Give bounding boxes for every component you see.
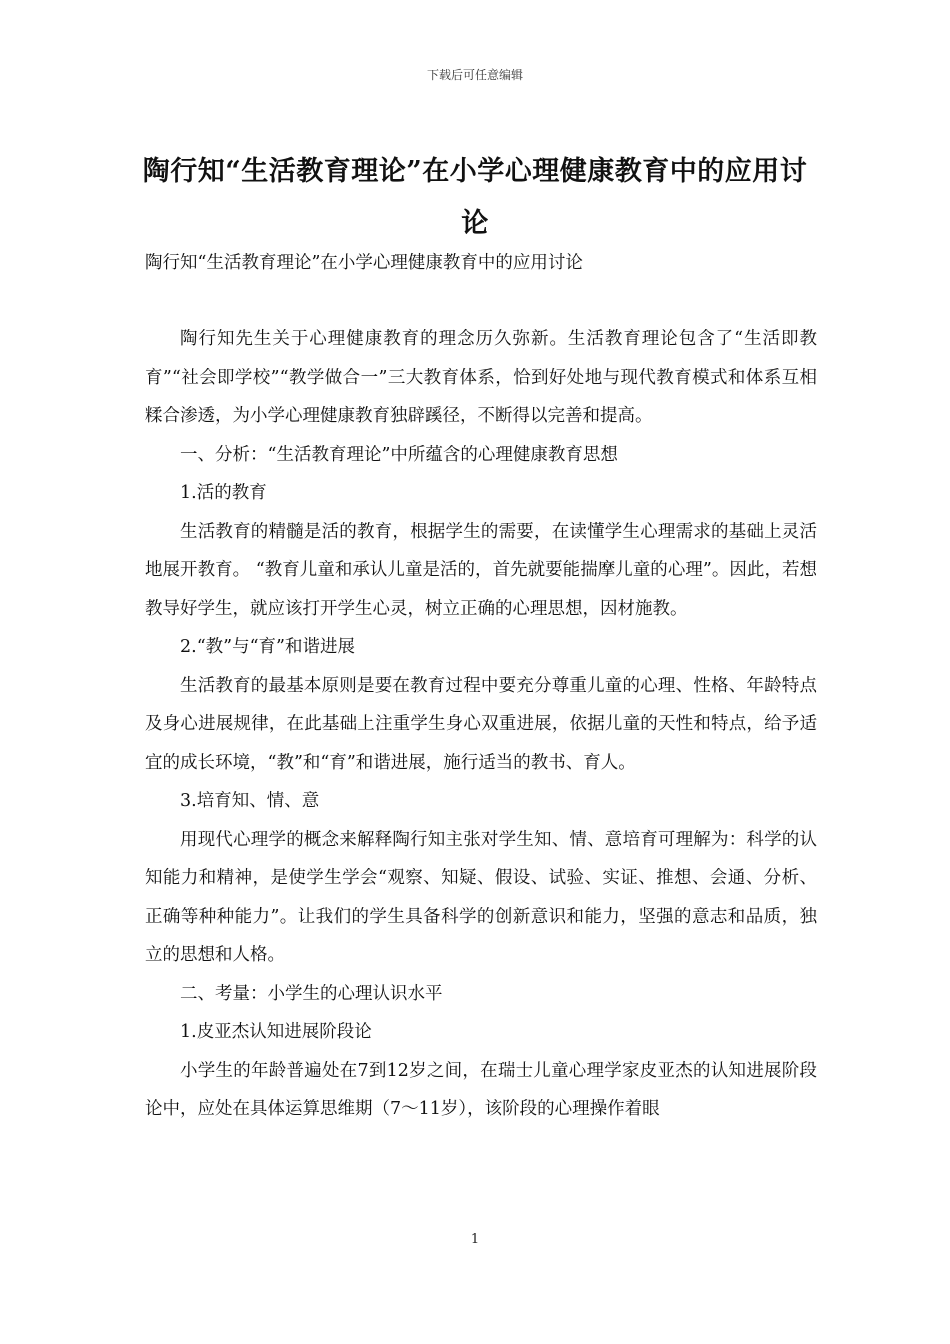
document-title: 陶行知“生活教育理论”在小学心理健康教育中的应用讨论 <box>142 156 808 239</box>
subheading-2-1: 1.皮亚杰认知进展阶段论 <box>180 1022 372 1042</box>
paragraph-intro: 陶行知先生关于心理健康教育的理念历久弥新。生活教育理论包含了“生活即教育”“社会即学校”“教学做合一”三大教育体系，恰到好处地与现代教育模式和体系互相糅合渗透，为小学心理健康教育独辟蹊径，不断得以完善和提高。 <box>145 329 817 426</box>
section-heading-2: 二、考量：小学生的心理认识水平 <box>180 983 443 1004</box>
subheading-1-3: 3.培育知、情、意 <box>180 791 320 811</box>
document-subtitle: 陶行知“生活教育理论”在小学心理健康教育中的应用讨论 <box>145 253 583 273</box>
section-heading-1: 一、分析：“生活教育理论”中所蕴含的心理健康教育思想 <box>180 444 618 465</box>
paragraph: 生活教育的最基本原则是要在教育过程中要充分尊重儿童的心理、性格、年龄特点及身心进展规律，在此基础上注重学生身心双重进展，依据儿童的天性和特点，给予适宜的成长环境，“教”和“育”和谐进展，施行适当的教书、育人。 <box>145 675 817 773</box>
header-note: 下载后可任意编辑 <box>426 68 523 82</box>
page-number: 1 <box>470 1232 480 1247</box>
paragraph: 生活教育的精髓是活的教育，根据学生的需要，在读懂学生心理需求的基础上灵活地展开教育。 “教育儿童和承认儿童是活的，首先就要能揣摩儿童的心理”。因此，若想教导好学生，就应该打开学生心灵，树立正确的心理思想，因材施教。 <box>145 521 817 619</box>
subheading-1-1: 1.活的教育 <box>180 483 267 503</box>
subheading-1-2: 2.“教”与“育”和谐进展 <box>180 637 355 657</box>
paragraph: 小学生的年龄普遍处在7到12岁之间，在瑞士儿童心理学家皮亚杰的认知进展阶段论中，应处在具体运算思维期（7～11岁），该阶段的心理操作着眼 <box>145 1060 817 1119</box>
paragraph: 用现代心理学的概念来解释陶行知主张对学生知、情、意培育可理解为：科学的认知能力和精神，是使学生学会“观察、知疑、假设、试验、实证、推想、会通、分析、正确等种种能力”。让我们的学生具备科学的创新意识和能力，坚强的意志和品质，独立的思想和人格。 <box>145 829 817 965</box>
document-body <box>145 320 817 1129</box>
